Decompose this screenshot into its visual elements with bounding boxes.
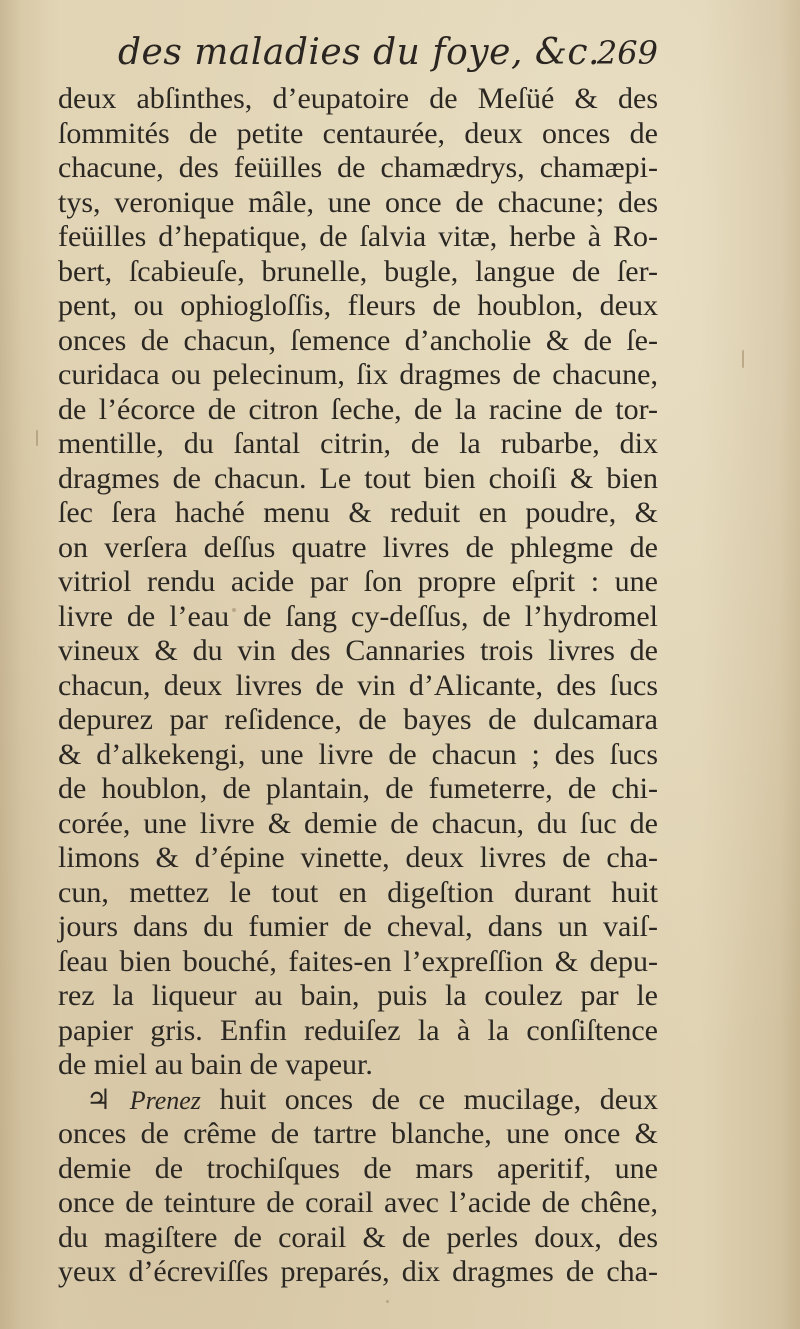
prescription-first-line bbox=[58, 1083, 658, 1118]
text-line: jours dans du fumier de cheval, dans un vaiſ- bbox=[58, 910, 658, 943]
text-line: du magiſtere de corail & de perles doux, des bbox=[58, 1220, 658, 1254]
running-title: des maladies du foye, &c. bbox=[118, 32, 600, 73]
text-line: ſeau bien bouché, faites-en l’expreſſion & depu- bbox=[58, 944, 658, 978]
text-line: papier gris. Enfin reduiſez la à la conſiſtence bbox=[58, 1013, 658, 1047]
text-line: once de teinture de corail avec l’acide de chêne, bbox=[58, 1186, 658, 1219]
text-line: mentille, du ſantal citrin, de la rubarbe, dix bbox=[58, 427, 658, 460]
text-line: yeux d’écreviſſes preparés, dix dragmes de cha- bbox=[58, 1255, 658, 1288]
page-header bbox=[118, 30, 658, 80]
text-line: depurez par reſidence, de bayes de dulcamara bbox=[58, 703, 658, 736]
text-line: feüilles d’hepatique, de ſalvia vitæ, herbe à Ro- bbox=[58, 220, 658, 253]
text-line: vineux & du vin des Cannaries trois livres de bbox=[58, 634, 658, 667]
text-line: vitriol rendu acide par ſon propre eſprit : une bbox=[58, 565, 658, 598]
text-line: onces de chacun, ſemence d’ancholie & de ſe- bbox=[58, 323, 658, 357]
text-line: dragmes de chacun. Le tout bien choiſi & bien bbox=[58, 461, 658, 495]
text-line: de houblon, de plantain, de fumeterre, de chi- bbox=[58, 772, 658, 805]
recipe-sign-icon: ♃ bbox=[86, 1082, 112, 1116]
text-line: pent, ou ophiogloſſis, fleurs de houblon, deux bbox=[58, 289, 658, 322]
text-line: chacun, deux livres de vin d’Alicante, des ſucs bbox=[58, 668, 658, 702]
text-line: ſommités de petite centaurée, deux onces de bbox=[58, 116, 658, 150]
text-line: onces de crême de tartre blanche, une once & bbox=[58, 1117, 658, 1150]
text-line: chacune, des feüilles de chamædrys, chamæpi- bbox=[58, 151, 658, 184]
text-line: cun, mettez le tout en digeſtion durant huit bbox=[58, 875, 658, 909]
text-line: demie de trochiſques de mars aperitif, une bbox=[58, 1151, 658, 1185]
text-line: bert, ſcabieuſe, brunelle, bugle, langue de ſer- bbox=[58, 254, 658, 288]
text-line: de miel au bain de vapeur. bbox=[58, 1048, 373, 1081]
paper-stain bbox=[386, 1300, 389, 1303]
paper-mark bbox=[36, 430, 38, 446]
paper-mark bbox=[742, 350, 744, 368]
text-line: & d’alkekengi, une livre de chacun ; des ſucs bbox=[58, 737, 658, 771]
body-text bbox=[58, 82, 658, 1290]
text-line: rez la liqueur au bain, puis la coulez par le bbox=[58, 979, 658, 1012]
text-line: limons & d’épine vinette, deux livres de cha- bbox=[58, 841, 658, 874]
text-line: deux abſinthes, d’eupatoire de Meſüé & des bbox=[58, 82, 658, 115]
text-line: ſec ſera haché menu & reduit en poudre, & bbox=[58, 496, 658, 529]
text-line: livre de l’eau de ſang cy-deſſus, de l’hydromel bbox=[58, 599, 658, 633]
prescription-text: huit onces de ce mucilage, deux bbox=[219, 1082, 659, 1116]
text-line: tys, veronique mâle, une once de chacune; des bbox=[58, 185, 658, 219]
text-line: curidaca ou pelecinum, ſix dragmes de chacune, bbox=[58, 358, 658, 391]
page-number: 269 bbox=[596, 34, 658, 72]
text-line: de l’écorce de citron ſeche, de la racine de tor- bbox=[58, 392, 658, 426]
text-line: on verſera deſſus quatre livres de phlegme de bbox=[58, 530, 658, 564]
text-line: corée, une livre & demie de chacun, du ſuc de bbox=[58, 806, 658, 840]
prescription-verb: Prenez bbox=[129, 1085, 201, 1115]
